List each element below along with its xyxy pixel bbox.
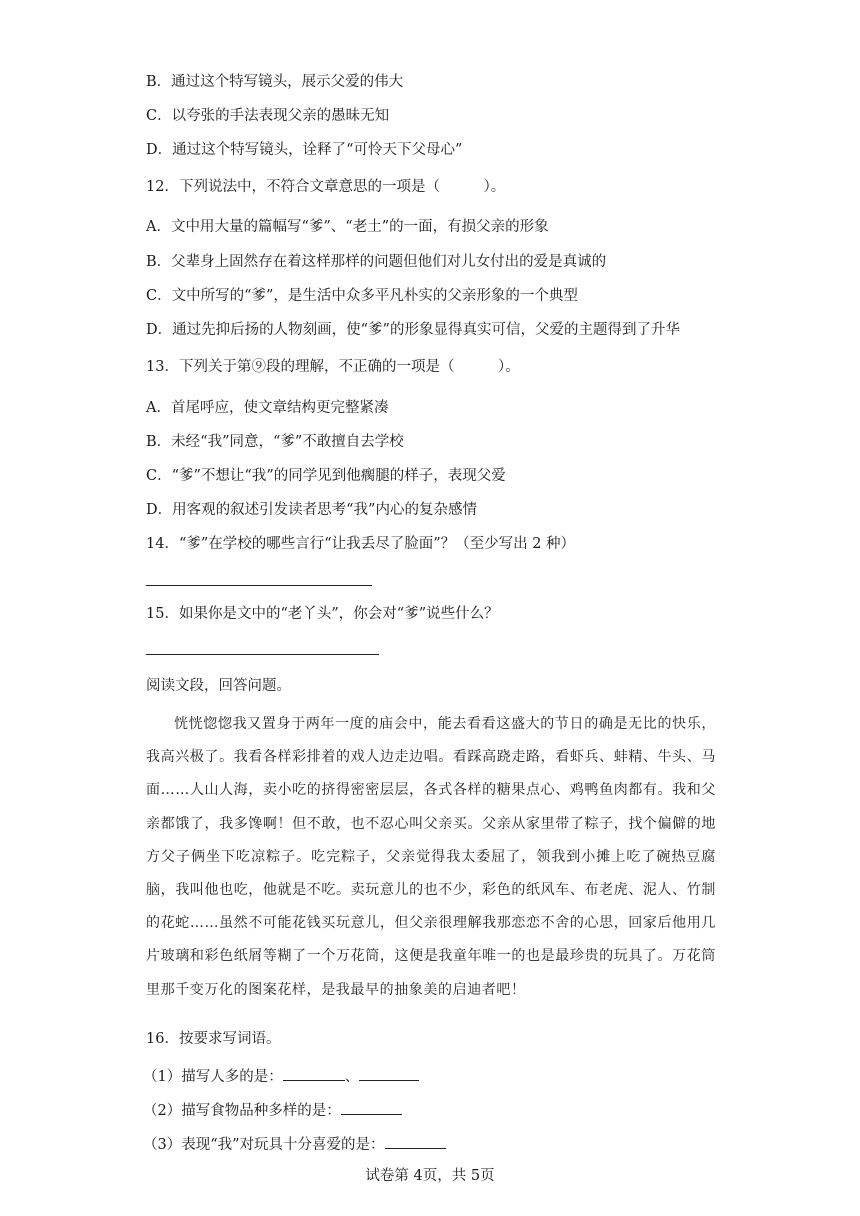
q13-option-a: A．首尾呼应，使文章结构更完整紧凑 xyxy=(146,400,389,416)
q11-option-c: C．以夸张的手法表现父亲的愚昧无知 xyxy=(146,108,390,124)
q16-item-3-blank[interactable] xyxy=(385,1134,446,1149)
q16-item-3-label: （3）表现“我”对玩具十分喜爱的是： xyxy=(143,1137,385,1153)
page-footer: 试卷第 4页，共 5页 xyxy=(365,1168,495,1184)
reading-passage: 恍恍惚惚我又置身于两年一度的庙会中，能去看看这盛大的节日的确是无比的快乐，我高兴极了。我看各样彩排着的戏人边走边唱。看踩高跷走路，看虾兵、蚌精、牛头、马面……人山人海，卖小吃的挤得密密层层，各式各样的糖果点心、鸡鸭鱼肉都有。我和父亲都饿了，我多馋啊！但不敢，也不忍心叫父亲买。父亲从家里带了粽子，找个偏僻的地方父子俩坐下吃凉粽子。吃完粽子，父亲觉得我太委屈了，领我到小摊上吃了碗热豆腐脑，我叫他也吃，他就是不吃。卖玩意儿的也不少，彩色的纸风车、布老虎、泥人、竹制的花蛇……虽然不可能花钱买玩意儿，但父亲很理解我那恋恋不舍的心思，回家后他用几片玻璃和彩色纸屑等糊了一个万花筒，这便是我童年唯一的也是最珍贵的玩具了。万花筒里那千变万化的图案花样，是我最早的抽象美的启迪者吧！ xyxy=(146,716,716,998)
q12-option-a: A．文中用大量的篇幅写“爹”、“老土”的一面，有损父亲的形象 xyxy=(146,219,549,235)
q16-item-1-label: （1）描写人多的是： xyxy=(143,1069,283,1085)
q11-option-b: B．通过这个特写镜头，展示父爱的伟大 xyxy=(146,74,404,90)
q16-item-1 xyxy=(143,1066,419,1087)
q14-answer-line[interactable] xyxy=(146,585,372,586)
q16-item-2-blank[interactable] xyxy=(341,1100,402,1115)
q15-answer-line[interactable] xyxy=(146,654,379,655)
q16-item-1-blank-2[interactable] xyxy=(359,1066,419,1081)
q11-option-d: D．通过这个特写镜头，诠释了“可怜天下父母心” xyxy=(146,142,463,158)
q13-option-d: D．用客观的叙述引发读者思考“我”内心的复杂感情 xyxy=(146,502,477,518)
q14-stem: 14．“爹”在学校的哪些言行“让我丢尽了脸面”？（至少写出 2 种） xyxy=(146,536,576,552)
q16-item-2 xyxy=(143,1100,402,1121)
q16-item-3 xyxy=(143,1134,446,1155)
q12-option-b: B．父辈身上固然存在着这样那样的问题但他们对儿女付出的爱是真诚的 xyxy=(146,254,607,270)
q13-option-c: C．“爹”不想让“我”的同学见到他瘸腿的样子，表现父爱 xyxy=(146,468,506,484)
q12-option-d: D．通过先抑后扬的人物刻画，使“爹”的形象显得真实可信，父爱的主题得到了升华 xyxy=(146,322,680,338)
q15-stem: 15．如果你是文中的“老丫头”，你会对“爹”说些什么？ xyxy=(146,606,499,622)
q16-item-2-label: （2）描写食物品种多样的是： xyxy=(143,1103,341,1119)
q12-stem: 12．下列说法中，不符合文章意思的一项是（ ）。 xyxy=(146,179,506,195)
q13-option-b: B．未经“我”同意，“爹”不敢擅自去学校 xyxy=(146,434,404,450)
q16-item-1-separator: 、 xyxy=(344,1069,360,1085)
q12-option-c: C．文中所写的“爹”，是生活中众多平凡朴实的父亲形象的一个典型 xyxy=(146,288,578,304)
q16-item-1-blank-1[interactable] xyxy=(283,1066,345,1081)
q16-stem: 16．按要求写词语。 xyxy=(146,1031,281,1047)
q13-stem: 13．下列关于第⑨段的理解，不正确的一项是（ ）。 xyxy=(146,359,520,375)
reading-intro: 阅读文段，回答问题。 xyxy=(146,678,291,694)
